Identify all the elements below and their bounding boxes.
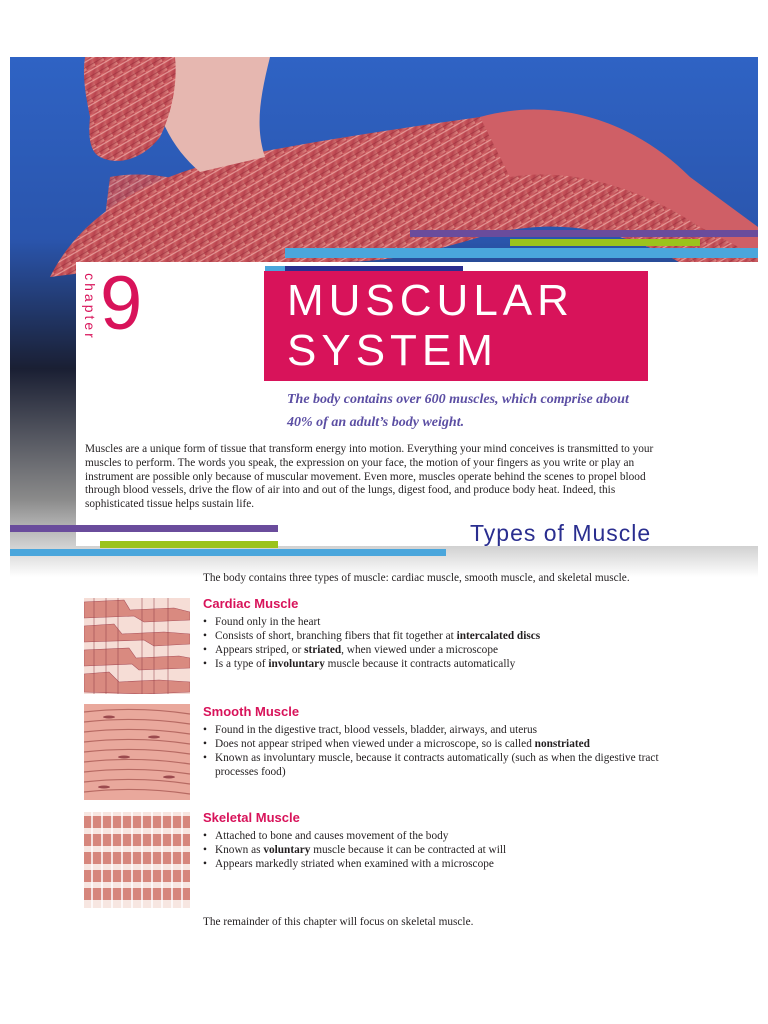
bullet-item <box>203 829 663 843</box>
cardiac-muscle-image <box>84 598 190 694</box>
bullet-item <box>203 751 663 779</box>
bullet-dot-icon: • <box>203 724 207 736</box>
decor-stripe <box>510 239 700 246</box>
bullet-text: Found in the digestive tract, blood vessels, bladder, airways, and uterus <box>215 724 538 736</box>
bullet-text: Appears striped, or <box>215 644 305 656</box>
bold-term: voluntary <box>263 844 311 856</box>
bold-term: nonstriated <box>534 738 590 750</box>
bullet-dot-icon: • <box>203 830 207 842</box>
bullet-dot-icon: • <box>203 616 207 628</box>
bold-term: intercalated discs <box>456 630 541 642</box>
skeletal-muscle-heading: Skeletal Muscle <box>203 810 300 825</box>
bullet-item <box>203 657 663 671</box>
bullet-text: Is a type of <box>215 658 269 670</box>
intro-paragraph: Muscles are a unique form of tissue that transform energy into motion. Everything your mind conceives is transmitted to your muscles to perform. The words you speak, the expression on your face, the motion of your fingers as you write or play an instrument are possible only because of muscular movement. Even more, muscles operate behind the scenes to propel blood through blood vessels, drive the flow of air into and out of the lungs, digest food, and produce body heat. Indeed, this sophisticated tissue helps sustain life. <box>85 443 654 511</box>
bullet-dot-icon: • <box>203 644 207 656</box>
bullet-item <box>203 857 663 871</box>
bullet-item <box>203 723 663 737</box>
bullet-item <box>203 643 663 657</box>
bullet-text: , when viewed under a microscope <box>341 644 498 656</box>
bullet-item <box>203 615 663 629</box>
bullet-text: Attached to bone and causes movement of the body <box>215 830 449 842</box>
chapter-label <box>82 272 98 342</box>
page-subtitle: The body contains over 600 muscles, which comprise about 40% of an adult’s body weight. <box>287 392 629 430</box>
decor-stripe <box>10 549 446 556</box>
decor-stripe <box>100 541 278 548</box>
bullet-text: Appears markedly striated when examined with a microscope <box>215 858 494 870</box>
bold-term: striated <box>304 644 342 656</box>
bullet-text: Known as <box>215 844 264 856</box>
smooth-muscle-heading: Smooth Muscle <box>203 704 300 719</box>
smooth-muscle-bullets <box>203 723 663 779</box>
chapter-number: 9 <box>100 261 143 346</box>
bullet-item <box>203 629 663 643</box>
skeletal-muscle-bullets <box>203 829 663 871</box>
bold-term: involuntary <box>268 658 325 670</box>
cardiac-muscle-bullets <box>203 615 663 671</box>
smooth-muscle-image <box>84 704 190 800</box>
bullet-text: Does not appear striped when viewed under a microscope, so is called <box>215 738 535 750</box>
decor-stripe <box>285 248 758 258</box>
page-title-line1: MUSCULAR <box>287 276 574 325</box>
bullet-text: Known as involuntary muscle, because it contracts automatically (such as when the digestive tract processes food) <box>215 752 659 778</box>
bullet-dot-icon: • <box>203 844 207 856</box>
page-title-line2: SYSTEM <box>287 326 498 375</box>
bullet-item <box>203 843 663 857</box>
types-intro: The body contains three types of muscle: cardiac muscle, smooth muscle, and skeletal muscle. <box>203 572 630 584</box>
decor-stripe <box>10 525 278 532</box>
bullet-dot-icon: • <box>203 752 207 764</box>
bullet-text: muscle because it can be contracted at will <box>310 844 507 856</box>
section-title: Types of Muscle <box>470 520 652 546</box>
bullet-text: Consists of short, branching fibers that fit together at <box>215 630 457 642</box>
skeletal-muscle-image <box>84 812 190 908</box>
bullet-text: Found only in the heart <box>215 616 321 628</box>
bullet-text: muscle because it contracts automatically <box>324 658 516 670</box>
decor-stripe <box>410 230 758 237</box>
bullet-item <box>203 737 663 751</box>
bullet-dot-icon: • <box>203 630 207 642</box>
chapter-word: chapter <box>82 273 98 341</box>
cardiac-muscle-heading: Cardiac Muscle <box>203 596 299 611</box>
bullet-dot-icon: • <box>203 658 207 670</box>
bullet-dot-icon: • <box>203 738 207 750</box>
outro-text: The remainder of this chapter will focus on skeletal muscle. <box>203 916 474 928</box>
bullet-dot-icon: • <box>203 858 207 870</box>
